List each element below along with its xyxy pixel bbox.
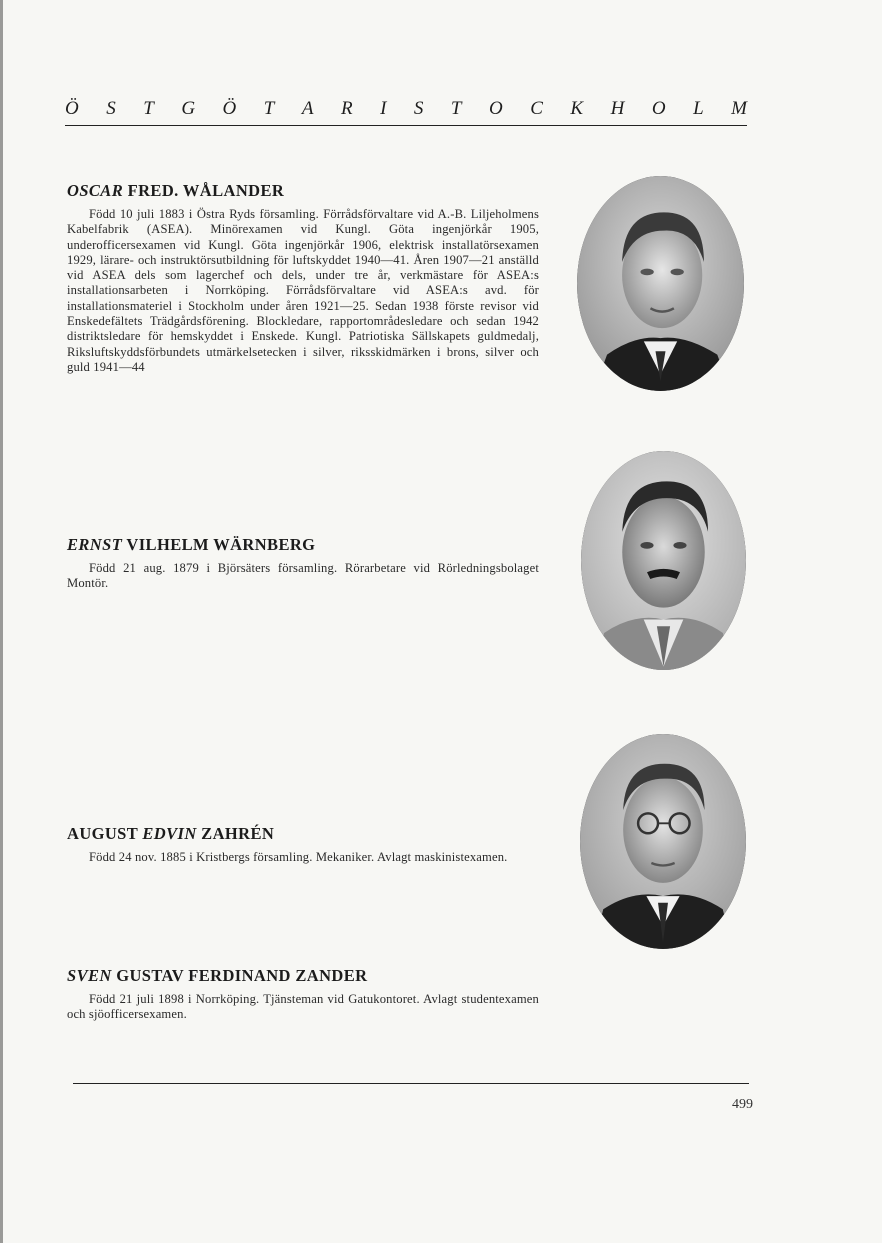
entry-name-plain: AUGUST xyxy=(67,824,143,843)
entry-name-rest: GUSTAV FERDINAND ZANDER xyxy=(111,966,368,985)
entry-name-italic: EDVIN xyxy=(142,824,197,843)
running-head-letter: K xyxy=(570,98,584,119)
biography-entry xyxy=(67,966,539,1023)
entry-body: Född 21 juli 1898 i Norrköping. Tjänsteman vid Gatukontoret. Avlagt studentexamen och sjöofficersexamen. xyxy=(67,992,539,1022)
running-head-letter: S xyxy=(106,98,116,119)
header-rule xyxy=(65,125,747,126)
portrait-image xyxy=(580,734,746,949)
running-head-letter: S xyxy=(413,98,424,119)
entry-name xyxy=(67,181,539,201)
portrait-photo xyxy=(577,176,744,391)
entry-name xyxy=(67,966,539,986)
biography-entry xyxy=(67,824,539,865)
running-head-letter: M xyxy=(731,98,747,119)
page-number: 499 xyxy=(732,1097,753,1112)
running-head-letter: Ö xyxy=(222,98,237,119)
entry-body: Född 21 aug. 1879 i Björsäters församling. Rörarbetare vid Rörledningsbolaget Montör. xyxy=(67,561,539,591)
portrait-image xyxy=(577,176,744,391)
biography-entry xyxy=(67,181,539,375)
running-head xyxy=(65,98,747,120)
running-head-letter: T xyxy=(263,98,275,119)
biography-entry xyxy=(67,535,539,592)
running-head-letter: T xyxy=(450,98,462,119)
running-head-letter: Ö xyxy=(65,98,79,119)
running-head-letter: C xyxy=(530,98,543,119)
entry-name xyxy=(67,535,539,555)
entry-name-italic: SVEN xyxy=(67,966,112,985)
running-head-letter: T xyxy=(143,98,154,119)
portrait-image xyxy=(581,451,746,670)
running-head-letter: G xyxy=(181,98,196,119)
entry-name-rest: VILHELM WÄRNBERG xyxy=(122,535,316,554)
entry-name-italic: OSCAR xyxy=(67,181,124,200)
running-head-letter: O xyxy=(488,98,503,119)
entry-name-italic: ERNST xyxy=(67,535,123,554)
footer-rule xyxy=(73,1083,749,1084)
portrait-photo xyxy=(580,734,746,949)
running-head-letter: I xyxy=(380,98,387,119)
running-head-letter: L xyxy=(693,98,704,119)
entry-name-rest: ZAHRÉN xyxy=(196,824,275,843)
running-head-letter: H xyxy=(610,98,625,119)
running-head-letter: A xyxy=(301,98,314,119)
portrait-photo xyxy=(581,451,746,670)
entry-body: Född 24 nov. 1885 i Kristbergs församling. Mekaniker. Avlagt maskinistexamen. xyxy=(89,850,508,864)
running-head-letter: R xyxy=(340,98,353,119)
entry-name xyxy=(67,824,539,844)
entry-body: Född 10 juli 1883 i Östra Ryds församling. Förrådsförvaltare vid A.-B. Liljeholmens Kabelfabrik (ASEA). Minörexamen vid Kungl. Göta ingenjörkår 1905, underofficersexamen vid Kungl. Göta ingenjörkår 1906, elektrisk installatörsexamen 1929, lärare- och instruktörsutbildning för luftskyddet 1940—41. Åren 1907—21 anställd vid ASEA dels som lagerchef och dels, under tre år, verkmästare för ASEA:s installationsarbeten i Norrköping. Förrådsförvaltare vid ASEA:s avd. för installationsmateriel i Stockholm under åren 1921—25. Sedan 1938 förste revisor vid Enskedefältets Trädgårdsförening. Blockledare, rapportområdesledare och sedan 1942 distriktsledare för hemskyddet i Enskede. Kungl. Patriotiska Sällskapets guldmedalj, Riksluftskyddsförbundets utmärkelsetecken i silver, riksskidmärken i brons, silver och guld 1941—44 xyxy=(67,207,539,374)
entry-name-rest: FRED. WÅLANDER xyxy=(123,181,285,200)
running-head-letter: O xyxy=(651,98,666,119)
